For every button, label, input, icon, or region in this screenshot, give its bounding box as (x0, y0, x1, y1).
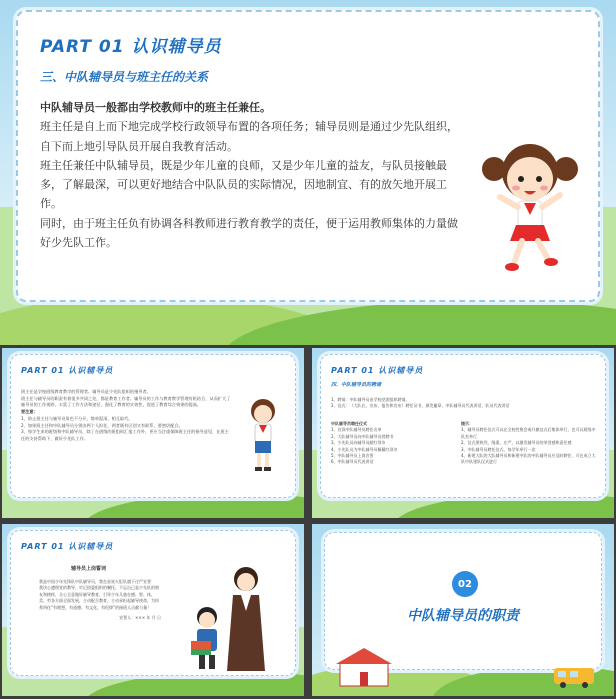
paragraph-1: 中队辅导员一般都由学校教师中的班主任兼任。 (40, 101, 271, 114)
thumb3-heading: 辅导员上岗誓词 (71, 566, 107, 572)
teacher-student-illustration (181, 561, 281, 675)
main-slide[interactable] (0, 0, 616, 345)
thumb2-right-head: 提示： (461, 421, 473, 426)
list-item: 3、少先队员向辅导员献红领巾 (331, 440, 386, 446)
paragraph-2: 班主任是自上而下地完成学校行政领导布置的各项任务；辅导员则是通过少先队组织，自下而上地引导队员开展自我教育活动。 (40, 120, 458, 153)
list-item: 2、仪式要热烈、隆重、庄严，以激发辅导员的荣誉感和责任感 (461, 440, 572, 446)
thumb1-girl-illustration (243, 397, 283, 477)
page-title: PART 01 认识辅导员 (40, 37, 222, 57)
thumbnail-slide-2[interactable] (312, 348, 614, 518)
list-item: 1、宣读中队辅导员聘任名单 (331, 427, 382, 433)
thumb1-line: 1、防止班主任与辅导员角色不分开，简单混淆，相互取代。 (21, 415, 133, 421)
girl-illustration (480, 137, 580, 287)
section-title: 中队辅导员的职责 (407, 608, 519, 624)
thumb3-body (39, 579, 161, 621)
thumb2-line: 1、聘请：中队辅导员由学校党团组织聘请。 (331, 397, 410, 402)
thumb1-title: PART 01 认识辅导员 (21, 366, 114, 375)
thumb2-left-list (331, 421, 451, 466)
thumb3-paper (10, 530, 296, 676)
list-item: 1、辅导员聘任仪式可以在全校性集会或升旗仪式后集体举行，也可以班级中队室举行 (461, 427, 596, 439)
thumb3-sign: 宣誓人：××× 年 月 日 (119, 614, 161, 620)
list-item: 4、新建大队的大队辅导员和新建中队的中队辅导员应及时聘任，可在成立大队中队建队仪式进行 (461, 452, 596, 465)
thumb1-line: 要注意： (21, 409, 38, 415)
paragraph-3: 班主任兼任中队辅导员，既是少年儿童的良师，又是少年儿童的益友，与队员接触最多，了解最深，可以更好地结合中队队员的实际情况，因地制宜、有的放矢地开展工作。 (40, 158, 447, 211)
thumbnail-slide-4[interactable] (312, 524, 614, 696)
thumb1-body (21, 389, 231, 443)
list-item: 2、大队辅导员向中队辅导员授聘书 (331, 433, 394, 439)
section-subtitle: 三、中队辅导员与班主任的关系 (40, 70, 209, 84)
thumb2-right-list (461, 421, 597, 466)
thumb2-intro (331, 397, 597, 410)
thumb2-left-head: 中队辅导员聘任仪式 (331, 421, 367, 426)
thumb1-line: 2、如果班主任和中队辅导员分别由两个人担任，两者既有区别又有联系，要密切配合。 (21, 422, 183, 428)
thumb2-paper (320, 354, 606, 498)
list-item: 4、少先队员为中队辅导员佩戴红领巾 (331, 446, 398, 452)
thumb2-subtitle: 四、中队辅导员的聘请 (331, 382, 382, 388)
thumbnail-slide-1[interactable] (2, 348, 304, 518)
section-number-badge (452, 571, 478, 597)
paragraph-4: 同时，由于班主任负有协调各科教师进行教育教学的责任，便于运用教师集体的力量做好少先队工作。 (40, 216, 458, 249)
section-number: 02 (458, 578, 472, 590)
list-item: 3、中队辅导员聘任仪式，每学年举行一次 (461, 446, 536, 452)
thumb1-paper (10, 354, 296, 498)
thumb2-title: PART 01 认识辅导员 (331, 366, 424, 375)
thumb1-line: 班主任与辅导员的职责有着很多共同之处，都是教育工作者。辅导员的工作与教育教学管理有机结合，从而扩大了辅导员的工作视野，丰富了工作方法和途径，强化了教育的实效性，促进了教育综合效果的提高。 (21, 395, 231, 408)
thumb3-title: PART 01 认识辅导员 (21, 542, 114, 551)
school-house-illustration (334, 644, 394, 688)
thumb3-paragraph: 我决心遵照党的教导，牢记团委组织的嘱托，不忘自己是少先队的朋友和榜样，全心全意做好辅导教育，引导少年儿童在德、智、体、美、劳各方面全面发展，主动配合教育，主动承担起辅导使命，为培养四化“有理想、有道德、有文化、有纪律”的接班人贡献力量！ (39, 585, 159, 610)
thumb3-paragraph: 我是中国少年先锋队中队辅导员，我在星星火炬队旗下庄严宣誓： (39, 579, 155, 584)
thumb1-line: 班主任是学校班级教育教学的管理者。辅导员是少先队组织的指导者。 (21, 389, 151, 394)
thumb2-line: 2、仪式：（大队长、宣布、报告和宣布）聘任证书、颁发徽章、中队辅导员代表讲话、队员代表讲话 (331, 403, 510, 409)
list-item: 6、中队辅导员代表讲话 (331, 459, 374, 465)
thumbnail-slide-3[interactable] (2, 524, 304, 696)
list-item: 5、中队辅导员上岗宣誓 (331, 452, 374, 458)
thumb1-line: 3、每学生来的班级和中队辅导员，除了在班级的班组织汇报工作外，更应当注重保障班主任的指导意见，在班主任的支持帮助下，做好少先队工作。 (21, 429, 229, 442)
bus-illustration (552, 666, 596, 690)
main-body (40, 98, 458, 252)
main-paper-card (16, 10, 600, 302)
